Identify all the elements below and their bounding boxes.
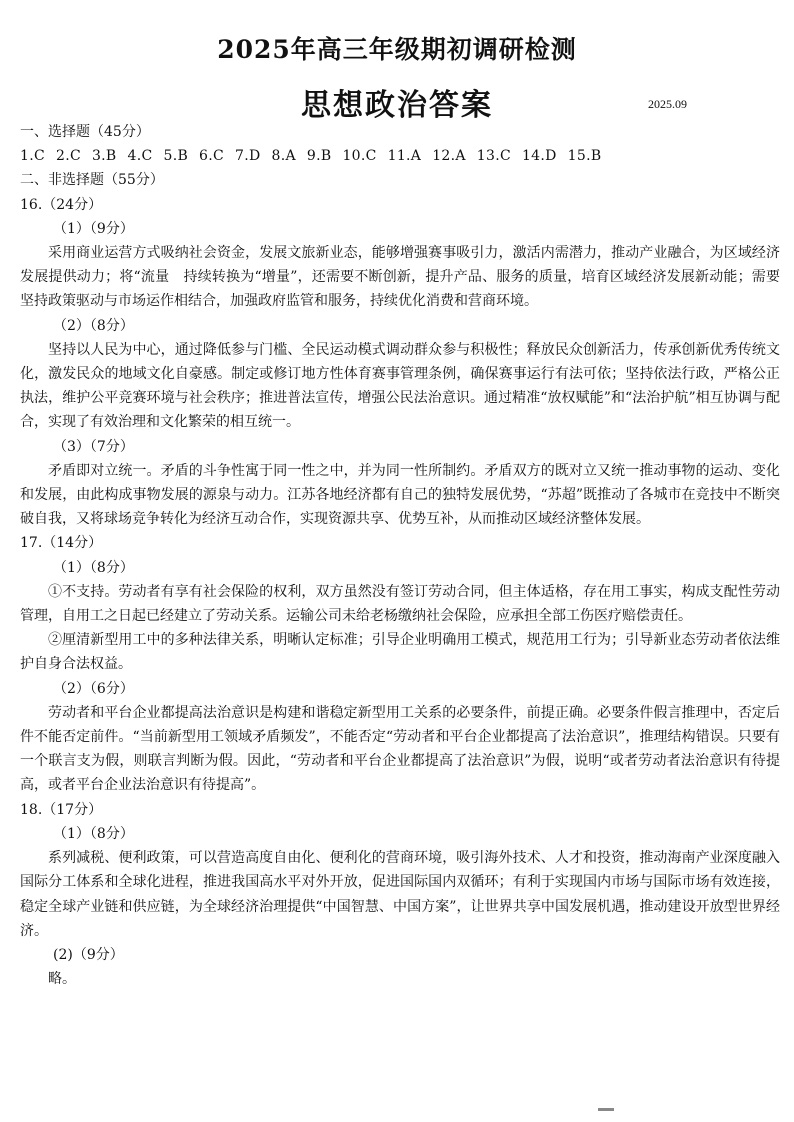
answer-content xyxy=(20,120,780,991)
question-16-3-heading: （3）（7分） xyxy=(53,438,134,455)
choice-answer: 14.D xyxy=(521,148,557,165)
question-18-2-heading: (2)（9分） xyxy=(53,946,124,963)
choice-answer: 1.C xyxy=(20,148,45,165)
choice-answer: 4.C xyxy=(127,148,153,165)
question-16-3-answer: 矛盾即对立统一。矛盾的斗争性寓于同一性之中，并为同一性所制约。矛盾双方的既对立又统一推动事物的运动、变化和发展，由此构成事物发展的源泉与动力。江苏各地经济都有自己的独特发展优势，“苏超”既推动了各城市在竞技中不断突破自我，又将球场竞争转化为经济互动合作，实现资源共享、优势互补，从而推动区域经济整体发展。 xyxy=(20,462,780,528)
question-16-2-heading: （2）（8分） xyxy=(53,317,134,334)
exam-date: 2025.09 xyxy=(648,97,687,111)
question-16-2-answer: 坚持以人民为中心，通过降低参与门槛、全民运动模式调动群众参与积极性；释放民众创新活力，传承创新优秀传统文化，激发民众的地域文化自豪感。制定或修订地方性体育赛事管理条例，确保赛事运行有法可依；坚持依法行政，严格公正执法，维护公平竞赛环境与社会秩序；推进普法宣传，增强公民法治意识。通过精准“放权赋能”和“法治护航”相互协调与配合，实现了有效治理和文化繁荣的相互统一。 xyxy=(20,341,780,431)
choice-answers-row xyxy=(20,144,780,168)
question-17-2-answer: 劳动者和平台企业都提高法治意识是构建和谐稳定新型用工关系的必要条件，前提正确。必要条件假言推理中，否定后件不能否定前件。“当前新型用工领域矛盾频发”，不能否定“劳动者和平台企业都提高了法治意识”，推理结构错误。只要有一个联言支为假，则联言判断为假。因此，“劳动者和平台企业都提高了法治意识”为假，说明“或者劳动者法治意识有待提高，或者平台企业法治意识有待提高”。 xyxy=(20,704,780,794)
question-16-heading: 16.（24分） xyxy=(20,196,103,213)
question-17-1-heading: （1）（8分） xyxy=(53,559,134,576)
choice-answer: 15.B xyxy=(567,148,602,165)
question-18-2-answer: 略。 xyxy=(48,971,76,988)
answer-title: 思想政治答案 xyxy=(301,88,493,123)
choice-answer: 9.B xyxy=(306,148,332,165)
question-18-1-heading: （1）（8分） xyxy=(53,825,134,842)
choice-answer: 12.A xyxy=(432,148,466,165)
question-17-1-answer-a: ①不支持。劳动者有享有社会保险的权利，双方虽然没有签订劳动合同，但主体适格，存在用工事实，构成支配性劳动管理，自用工之日起已经建立了劳动关系。运输公司未给老杨缴纳社会保险，应承担全部工伤医疗赔偿责任。 xyxy=(20,583,780,625)
scan-mark xyxy=(598,1108,614,1111)
question-16-1-answer: 采用商业运营方式吸纳社会资金，发展文旅新业态，能够增强赛事吸引力，激活内需潜力，推动产业融合，为区域经济发展提供动力；将“流量 持续转换为“增量”，还需要不断创新，提升产品、服务的质量，培育区域经济发展新动能；需要坚持政策驱动与市场运作相结合，加强政府监管和服务，持续优化消费和营商环境。 xyxy=(20,245,780,310)
question-16-1-heading: （1）（9分） xyxy=(53,220,134,237)
choice-answer: 6.C xyxy=(199,148,225,165)
question-18-1-answer: 系列减税、便利政策，可以营造高度自由化、便利化的营商环境，吸引海外技术、人才和投资，推动海南产业深度融入国际分工体系和全球化进程，推进我国高水平对外开放，促进国际国内双循环；有利于实现国内市场与国际市场有效连接，稳定全球产业链和供应链，为全球经济治理提供“中国智慧、中国方案”，让世界共享中国发展机遇，推动建设开放型世界经济。 xyxy=(20,850,780,939)
choice-answer: 7.D xyxy=(235,148,261,165)
choice-answer: 5.B xyxy=(163,148,189,165)
choice-answer: 2.C xyxy=(55,148,81,165)
question-17-2-heading: （2）（6分） xyxy=(53,680,134,697)
section-heading-nonchoice: 二、非选择题（55分） xyxy=(20,172,164,189)
choice-answer: 13.C xyxy=(476,148,511,165)
choice-answer: 8.A xyxy=(271,148,296,165)
choice-answer: 11.A xyxy=(387,148,422,165)
exam-title: 2025年高三年级期初调研检测 xyxy=(217,35,577,64)
section-heading-choice: 一、选择题（45分） xyxy=(20,124,150,140)
question-18-heading: 18.（17分） xyxy=(20,801,103,818)
choice-answer: 10.C xyxy=(342,148,377,165)
choice-answer: 3.B xyxy=(91,148,117,165)
question-17-heading: 17.（14分） xyxy=(20,535,103,552)
question-17-1-answer-b: ②厘清新型用工中的多种法律关系，明晰认定标准；引导企业明确用工模式，规范用工行为；引导新业态劳动者依法维护自身合法权益。 xyxy=(20,632,780,673)
